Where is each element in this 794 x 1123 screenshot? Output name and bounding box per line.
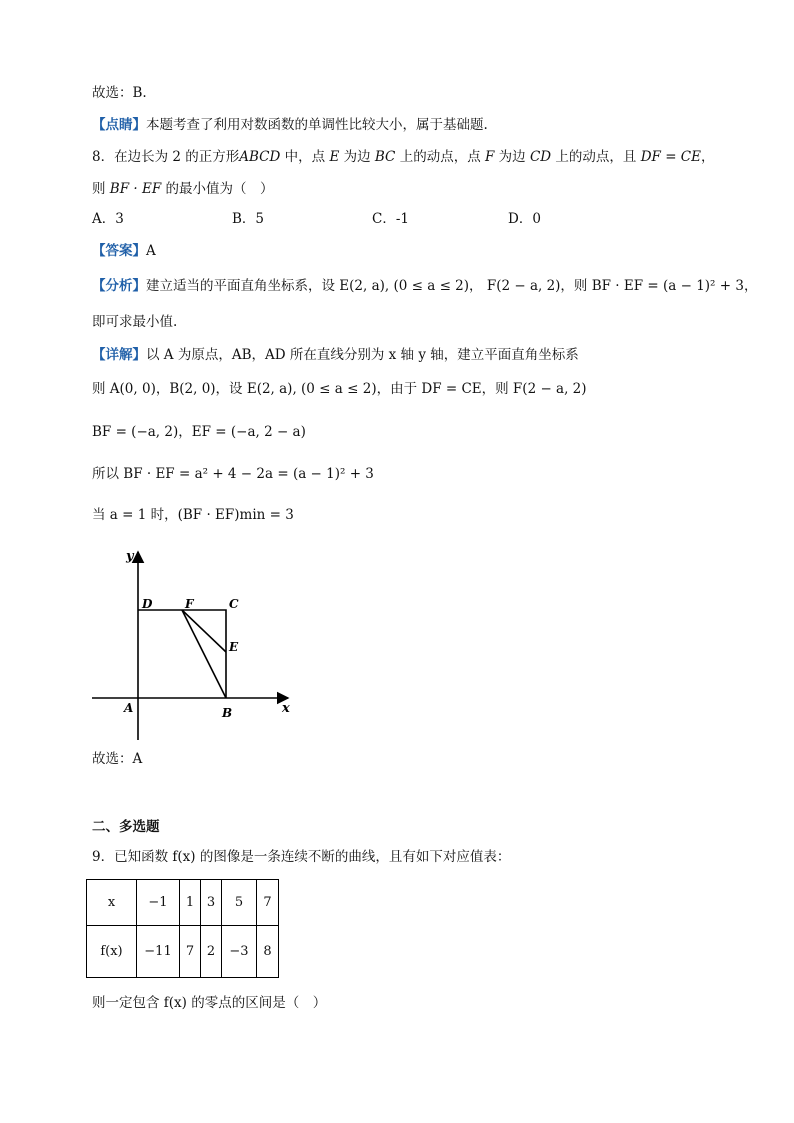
detail-line2: 则 A(0, 0)，B(2, 0)，设 E(2, a), (0 ≤ a ≤ 2)，由于 DF = CE，则 F(2 − a, 2)	[92, 381, 587, 397]
label-x: x	[282, 701, 290, 716]
section-heading: 二、多选题	[92, 819, 160, 835]
table-header-cell: f(x)	[87, 926, 137, 978]
q9-question: 则一定包含 f(x) 的零点的区间是（ ）	[92, 995, 327, 1011]
q8-stem-part: 8．在边长为 2 的正方形	[92, 149, 240, 165]
analysis-tag: 【分析】	[92, 278, 146, 294]
q8-stem-part: 上的动点，且	[551, 149, 641, 165]
table-cell: 5	[222, 880, 257, 926]
table-cell: −3	[222, 926, 257, 978]
option-a: A．3	[92, 211, 124, 227]
q8-stem-part: 上的动点，点	[395, 149, 485, 165]
label-b: B	[222, 706, 233, 720]
option-d: D．0	[508, 211, 541, 227]
table-row	[87, 880, 279, 926]
table-cell: 8	[257, 926, 279, 978]
value-table	[86, 879, 279, 978]
table-cell: 3	[201, 880, 222, 926]
q8-stem-part: 则	[92, 181, 110, 197]
q8-stem-part: 的最小值为（ ）	[161, 181, 274, 197]
label-a: A	[124, 701, 134, 715]
q8-options	[92, 210, 652, 228]
q8-stem-part: 中，点	[280, 149, 330, 165]
analysis-line2: 即可求最小值.	[92, 314, 178, 330]
square-outline	[138, 610, 226, 698]
detail-tag: 【详解】	[92, 347, 146, 363]
segment-fb	[182, 610, 226, 698]
detail-line5: 当 a = 1 时，(BF · EF)min = 3	[92, 507, 294, 523]
q9-stem: 9．已知函数 f(x) 的图像是一条连续不断的曲线，且有如下对应值表：	[92, 849, 511, 865]
final-answer-line: 故选：A	[92, 751, 143, 767]
remark-line	[92, 116, 488, 134]
table-cell: −1	[137, 880, 180, 926]
label-c: C	[229, 597, 239, 611]
table-cell: 7	[180, 926, 201, 978]
detail-line4: 所以 BF · EF = a² + 4 − 2a = (a − 1)² + 3	[92, 466, 374, 482]
table-header-cell: x	[87, 880, 137, 926]
answer-line	[92, 242, 156, 260]
detail-text: 以 A 为原点，AB，AD 所在直线分别为 x 轴 y 轴，建立平面直角坐标系	[146, 347, 579, 363]
q8-stem-part: 为边	[494, 149, 530, 165]
analysis-line1	[92, 277, 757, 295]
label-f: F	[185, 597, 194, 611]
q8-side-cd: CD	[529, 149, 552, 165]
detail-line1	[92, 346, 579, 364]
option-c: C．-1	[372, 211, 409, 227]
table-cell: −11	[137, 926, 180, 978]
q8-stem-line1	[92, 148, 715, 166]
q8-side-bc: BC	[374, 149, 396, 165]
square-figure	[86, 540, 306, 750]
q8-stem-line2	[92, 180, 273, 198]
table-row	[87, 926, 279, 978]
answer-line-prev: 故选：B.	[92, 85, 147, 101]
table-cell: 2	[201, 926, 222, 978]
detail-line3: BF = (−a, 2)，EF = (−a, 2 − a)	[92, 424, 306, 440]
remark-text: 本题考查了利用对数函数的单调性比较大小，属于基础题.	[146, 117, 488, 133]
q8-point-e: E	[329, 149, 340, 165]
table-cell: 7	[257, 880, 279, 926]
remark-tag: 【点睛】	[92, 117, 146, 133]
segment-fe	[182, 610, 226, 652]
table-cell: 1	[180, 880, 201, 926]
q8-condition: DF = CE	[640, 149, 701, 165]
analysis-text: 建立适当的平面直角坐标系，设 E(2, a), (0 ≤ a ≤ 2)， F(2 − a, 2)，则 BF · EF = (a − 1)² + 3，	[146, 278, 758, 294]
answer-value: A	[146, 243, 156, 259]
q8-stem-part: 为边	[339, 149, 375, 165]
answer-tag: 【答案】	[92, 243, 146, 259]
label-e: E	[229, 640, 239, 654]
label-y: y	[126, 549, 134, 564]
q8-point-f: F	[485, 149, 495, 165]
q8-vector-product: BF · EF	[109, 181, 162, 197]
option-b: B．5	[232, 211, 265, 227]
q8-stem-part: ，	[701, 149, 715, 165]
q8-square-name: ABCD	[239, 149, 281, 165]
label-d: D	[142, 597, 153, 611]
